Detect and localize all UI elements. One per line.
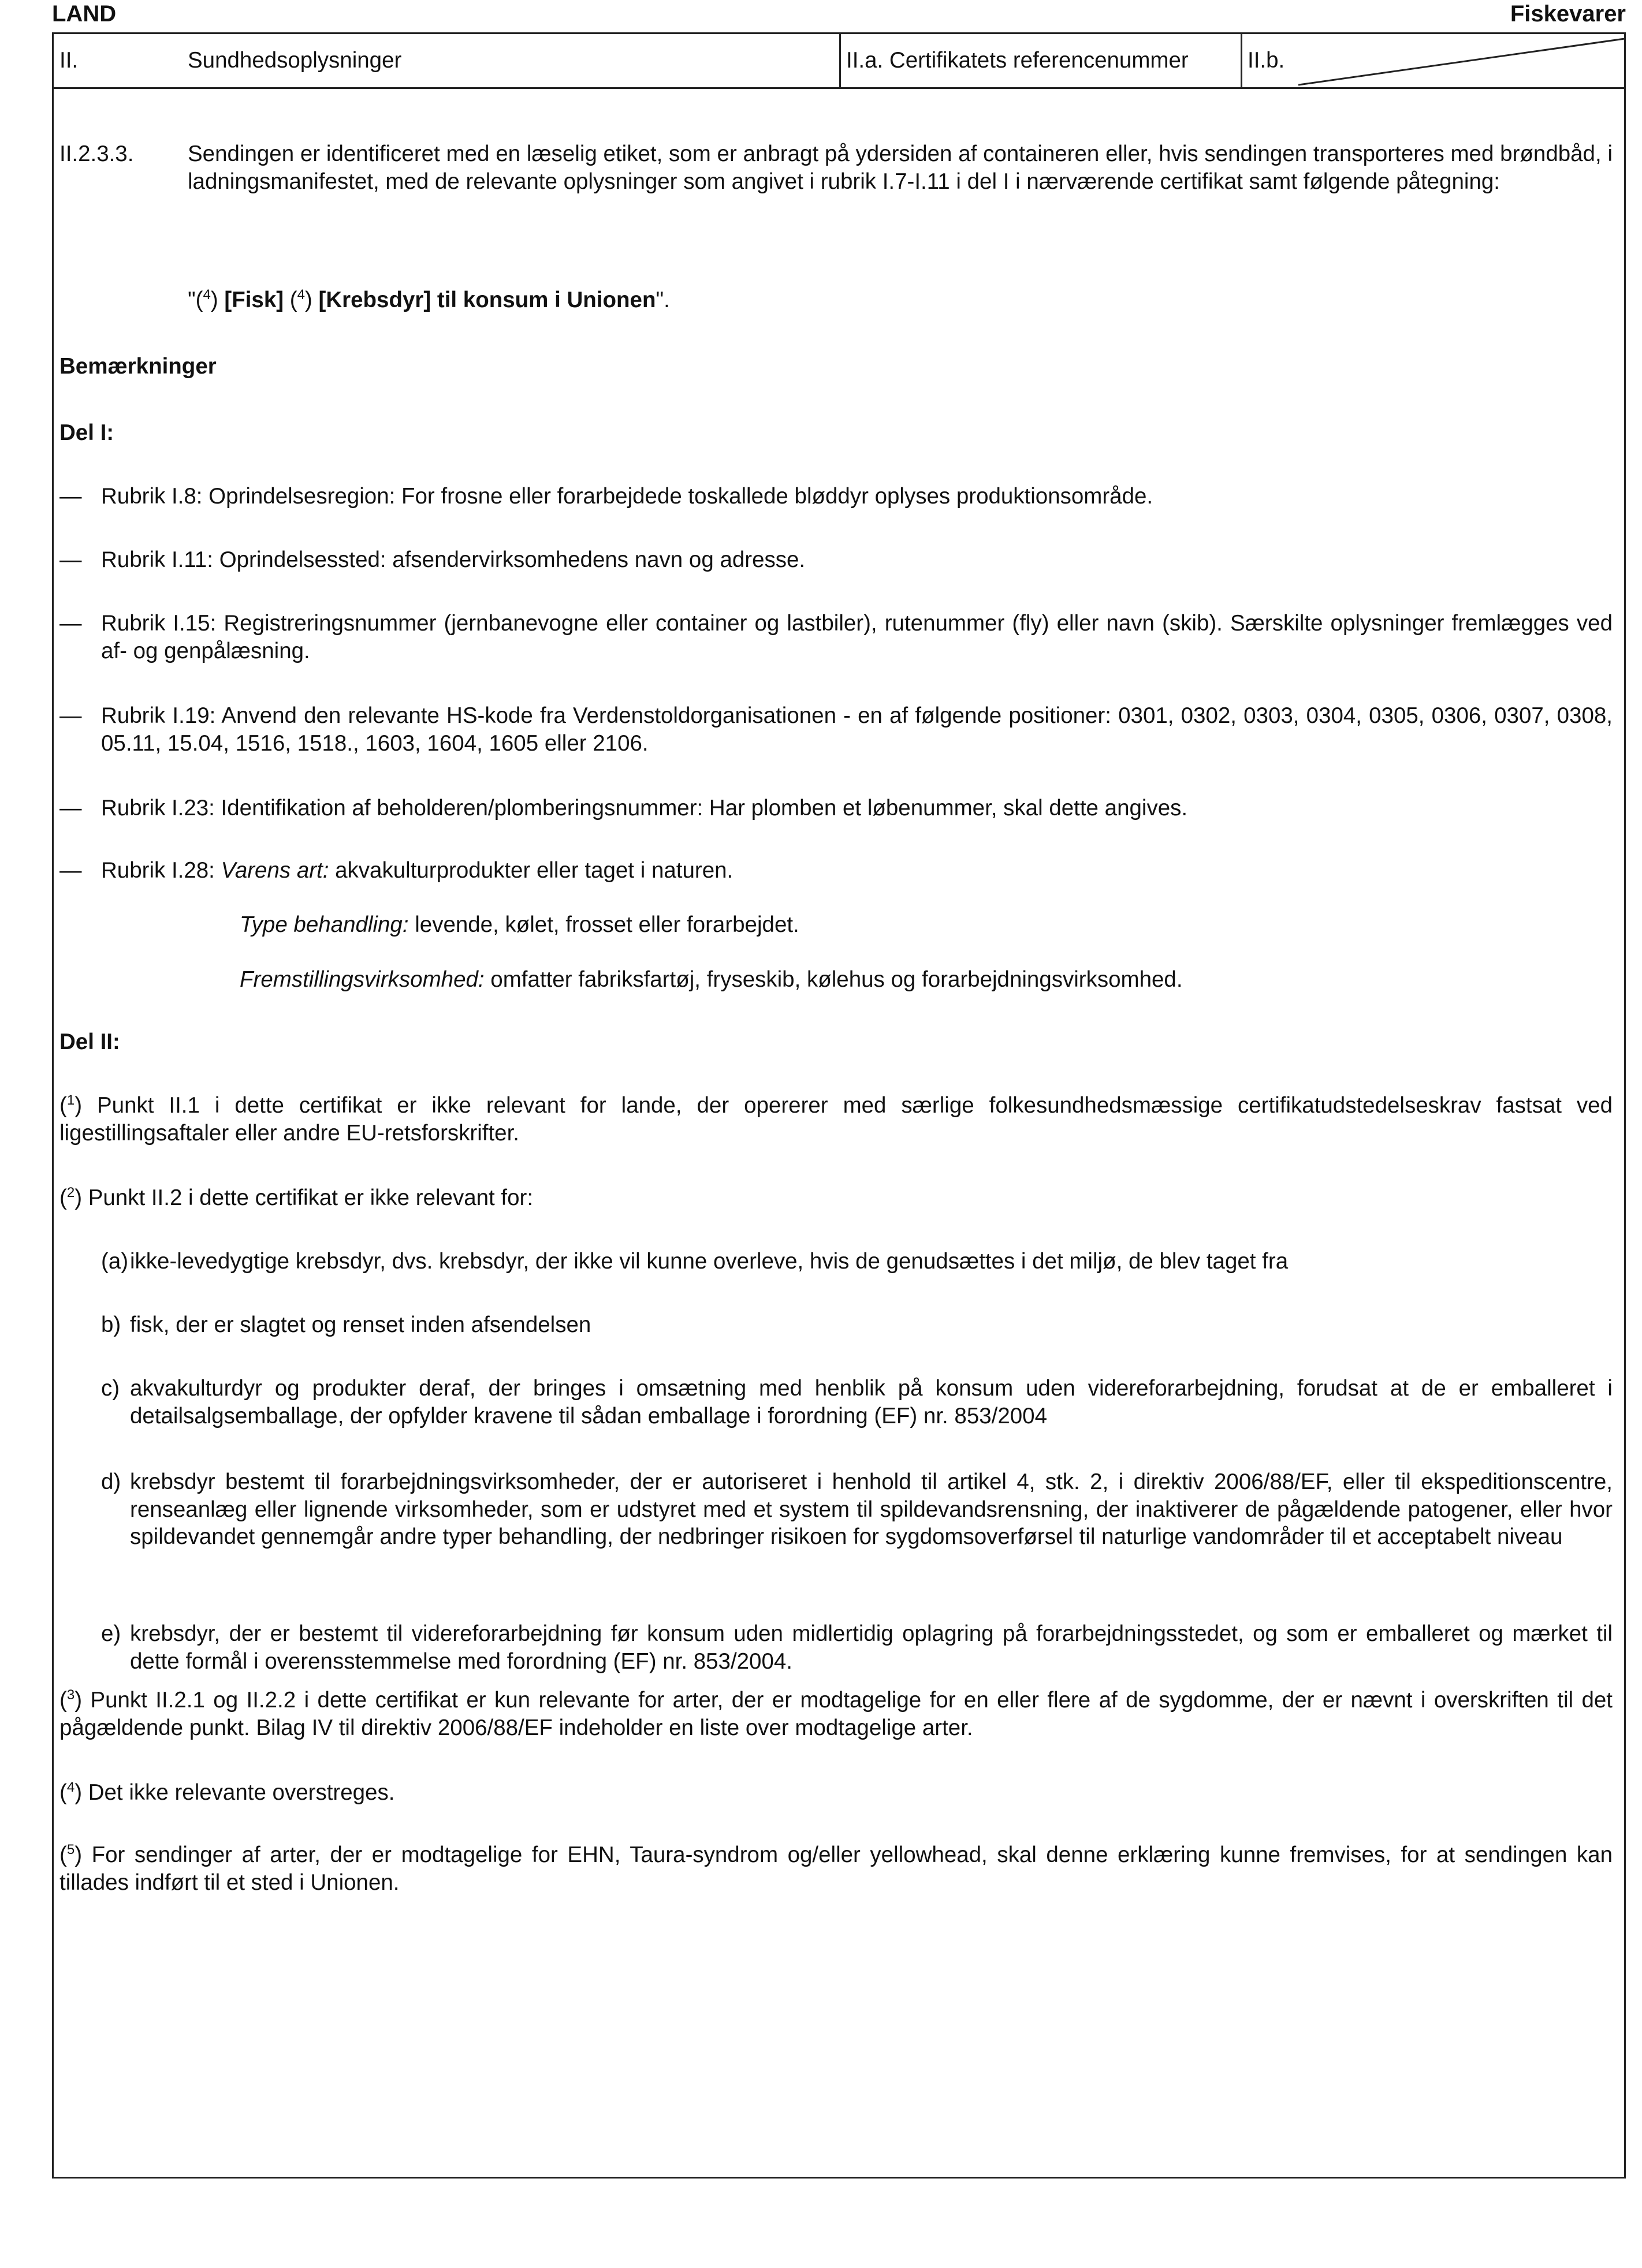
sub-item-e: e) krebsdyr, der er bestemt til videreforarbejdning før konsum uden midlertidig oplagring på forarbejdningsstedet, og som er emballeret og mærket til dette formål i overensstemmelse med forordning (EF) nr. 853/2004. [101, 1621, 1613, 1674]
section-header [54, 34, 1624, 89]
rubrik-28-line: Fremstillingsvirksomhed: omfatter fabriksfartøj, fryseskib, kølehus og forarbejdningsvirksomhed. [240, 967, 1183, 992]
sub-item-b: b) fisk, der er slagtet og renset inden afsendelsen [101, 1312, 591, 1337]
list-item: — Rubrik I.23: Identifikation af beholderen/plomberingsnummer: Har plomben et løbenummer, skal dette angives. [59, 794, 1613, 822]
sub-item-a: (a) ikke-levedygtige krebsdyr, dvs. krebsdyr, der ikke vil kunne overleve, hvis de genudsættes i det miljø, de blev taget fra [101, 1249, 1289, 1274]
clause-paragraph [59, 140, 1613, 195]
dash-bullet: — [59, 611, 82, 636]
dash-bullet: — [59, 858, 82, 883]
dash-bullet: — [59, 547, 82, 572]
certificate-frame [52, 32, 1626, 2179]
iib-label: II.b. [1248, 48, 1285, 73]
country-label: LAND [52, 1, 117, 27]
dash-bullet: — [59, 484, 82, 509]
dash-bullet: — [59, 796, 82, 820]
list-item-rubrik-28: — Rubrik I.28: Varens art: akvakulturprodukter eller taget i naturen. [59, 857, 1613, 885]
footnote-2: ($^2$) Punkt II.2 i dette certifikat er ikke relevant for: [59, 1185, 534, 1210]
diagonal-strike-line [1298, 34, 1626, 87]
header-divider [1241, 34, 1242, 87]
dash-bullet: — [59, 703, 82, 728]
list-item: — Rubrik I.19: Anvend den relevante HS-kode fra Verdenstoldorganisationen - en af følgende positioner: 0301, 0302, 0303, 0304, 0305, 0306, 0307, 0308, 05.11, 15.04, 1516, 1518., 1603, 1604, 1605 eller 2106. [59, 703, 1613, 756]
clause-number: II.2.3.3. [59, 141, 134, 166]
footnote-1: ($^1$) Punkt II.1 i dette certifikat er ikke relevant for lande, der opererer med særlige folkesundhedsmæssige certifikatudstedelseskrav fastsat ved ligestillingsaftaler eller andre EU-retsforskrifter. [59, 1092, 1613, 1146]
part1-heading: Del I: [59, 420, 114, 445]
endorsement-text: "($^4$) [Fisk] ($^4$) [Krebsdyr] til konsum i Unionen". [188, 287, 670, 312]
section-title: Sundhedsoplysninger [188, 48, 402, 73]
footnote-5: ($^5$) For sendinger af arter, der er modtagelige for EHN, Taura-syndrom og/eller yellowhead, skal denne erklæring kunne fremvises, for at sendingen kan tillades indført til et sted i Unionen. [59, 1842, 1613, 1895]
clause-text: Sendingen er identificeret med en læselig etiket, som er anbragt på ydersiden af containeren eller, hvis sendingen transporteres med brøndbåd, i ladningsmanifestet, med de relevante oplysninger som angivet i rubrik I.7-I.11 i del I i nærværende certifikat samt følgende påtegning: [188, 141, 1613, 194]
rubrik-28-line: Type behandling: levende, kølet, frosset eller forarbejdet. [240, 912, 799, 937]
doc-type-label: Fiskevarer [1510, 1, 1626, 27]
list-item: — Rubrik I.15: Registreringsnummer (jernbanevogne eller container og lastbiler), rutenummer (fly) eller navn (skib). Særskilte oplysninger fremlægges ved af- og genpålæsning. [59, 611, 1613, 663]
footnote-4: ($^4$) Det ikke relevante overstreges. [59, 1780, 395, 1805]
part2-heading: Del II: [59, 1029, 120, 1054]
footnote-3: ($^3$) Punkt II.2.1 og II.2.2 i dette certifikat er kun relevante for arter, der er modtagelige for en eller flere af de sygdomme, der er nævnt i overskriften til det pågældende punkt. Bilag IV til direktiv 2006/88/EF indeholder en liste over modtagelige arter. [59, 1687, 1613, 1740]
header-divider [839, 34, 841, 87]
sub-item-c: c) akvakulturdyr og produkter deraf, der bringes i omsætning med henblik på konsum uden videreforarbejdning, forudsat at de er emballeret i detailsalgsemballage, der opfylder kravene til sådan emballage i forordning (EF) nr. 853/2004 [101, 1376, 1613, 1428]
sub-item-d: d) krebsdyr bestemt til forarbejdningsvirksomheder, der er autoriseret i henhold til artikel 4, stk. 2, i direktiv 2006/88/EF, eller til ekspeditionscentre, renseanlæg eller lignende virksomheder, som er udstyret med et system til spildevandsrensning, der inaktiverer de pågældende patogener, eller hvor spildevandet gennemgår andre typer behandling, der nedbringer risikoen for sygdomsoverførsel til naturlige vandområder til et acceptabelt niveau [101, 1469, 1613, 1550]
list-item: — Rubrik I.11: Oprindelsessted: afsendervirksomhedens navn og adresse. [59, 546, 1613, 574]
list-item: — Rubrik I.8: Oprindelsesregion: For frosne eller forarbejdede toskallede bløddyr oplyses produktionsområde. [59, 483, 1613, 510]
reference-number-label: II.a. Certifikatets referencenummer [846, 48, 1189, 73]
remarks-heading: Bemærkninger [59, 354, 217, 379]
section-number: II. [59, 48, 79, 73]
